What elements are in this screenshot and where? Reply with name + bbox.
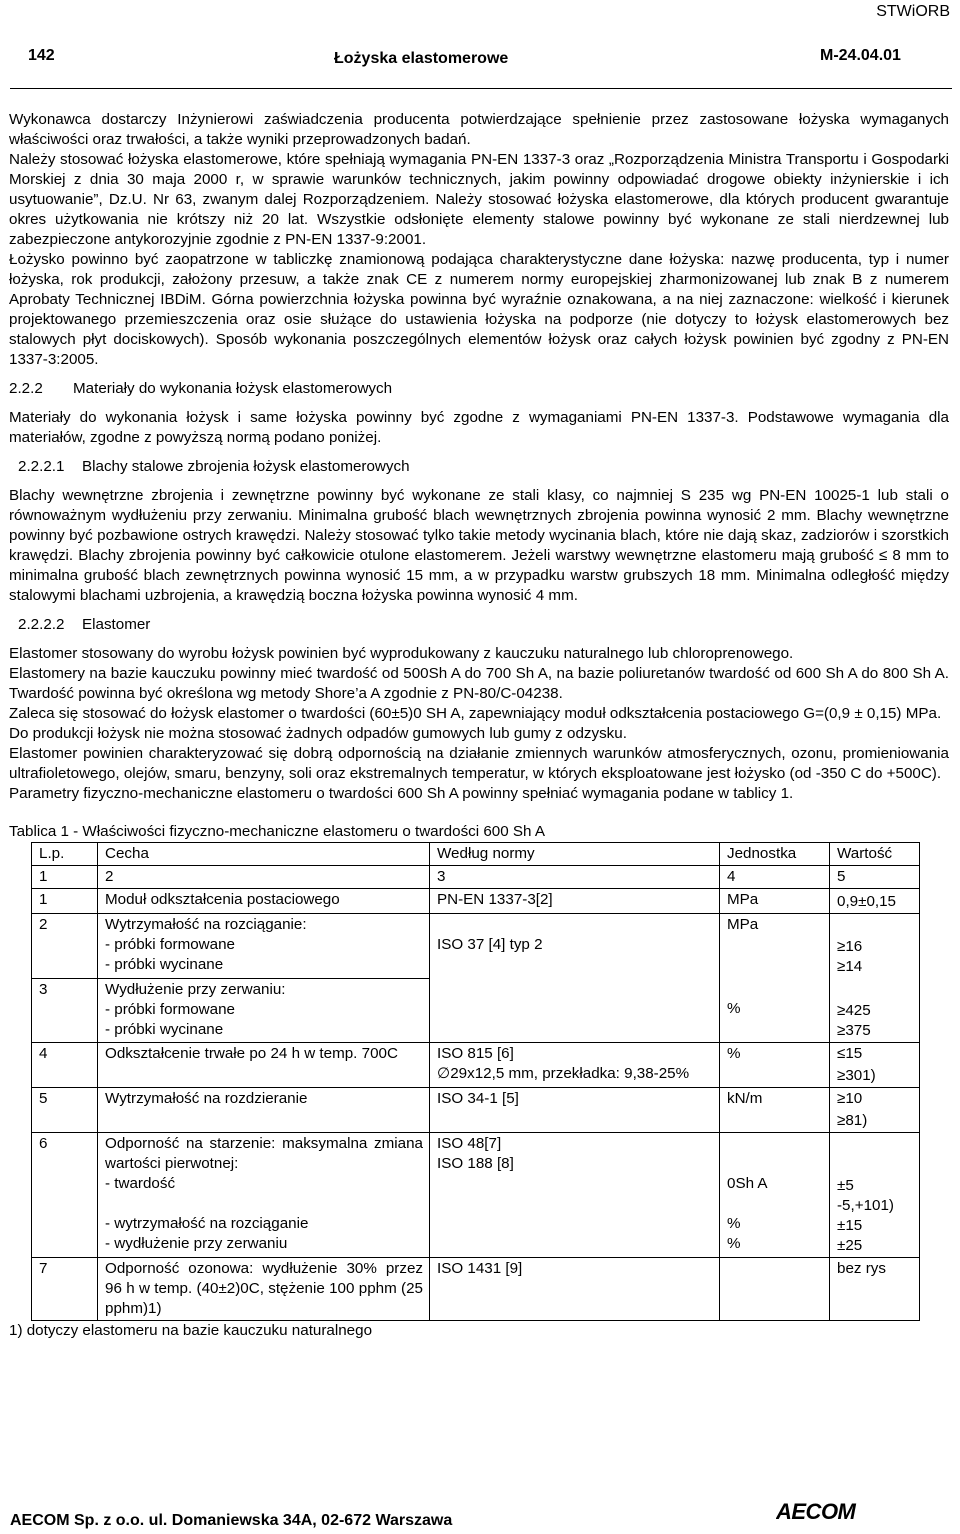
paragraph: Elastomery na bazie kauczuku powinny mieć twardość od 500Sh A do 700 Sh A, na bazie poliuretanów twardość od 600 Sh A do 800 Sh A. Twardość powinna być określona wg metody Shore’a A zgodnie z PN-80/C-04238. bbox=[9, 665, 949, 702]
table-cell: Odporność ozonowa: wydłużenie 30% przez 96 h w temp. (40±2)0C, stężenie 100 pphm (25 pphm)1) bbox=[98, 1258, 430, 1321]
table-row bbox=[32, 1258, 920, 1321]
table-cell: ≥10 ≥81) bbox=[830, 1088, 920, 1133]
table-cell: MPa bbox=[720, 889, 830, 914]
paragraph: Blachy wewnętrzne zbrojenia i zewnętrzne powinny być wykonane ze stali klasy, co najmniej S 235 wg PN-EN 10025-1 lub stali o równoważnym wydłużeniu przy zerwaniu. Minimalna grubość blach wewnętrznych zbrojenia powinna wynosić 2 mm. Blachy wewnętrzne powinny być pozbawione ostrych krawędzi. Należy stosować tylko takie metody wycinania blach, które nie dają skaz, zadziorów i szorstkich krawędzi. Blachy zbrojenia powinny być całkowicie otulone elastomerem. Jeżeli warstwy wewnętrzne elastomeru mają grubość ≤ 8 mm to minimalna grubość blach zewnętrznych powinna wynosić 15 mm, a w przypadku warstw grubszych 18 mm. Minimalna odległość między stalowymi blachami uzbrojenia, a krawędzią boczna łożyska powinna wynosić 4 mm. bbox=[9, 487, 949, 604]
paragraph: Należy stosować łożyska elastomerowe, które spełniają wymagania PN-EN 1337-3 oraz „Rozporządzenia Ministra Transportu i Gospodarki Morskiej z dnia 30 maja 2000 r, w sprawie warunków technicznych, jakim powinny odpowiadać drogowe obiekty inżynierskie i ich usytuowanie”, Dz.U. Nr 63, zwanym dalej Rozporządzeniem. Należy stosować łożyska elastomerowe, dla których producent gwarantuje okres użytkowania nie krótszy niż 20 lat. Wszystkie odsłonięte elementy stalowe powinny być wykonane ze stali nierdzewnej lub zabezpieczone antykorozyjnie zgodnie z PN-EN 1337-9:2001. bbox=[9, 151, 949, 248]
table-cell: kN/m bbox=[720, 1088, 830, 1133]
subsection-heading: 2.2.2.2 Elastomer bbox=[18, 616, 151, 633]
table-cell: Wydłużenie przy zerwaniu: - próbki formowane - próbki wycinane bbox=[98, 978, 430, 1043]
table-cell: ≥425 ≥375 bbox=[830, 978, 920, 1043]
table-header-cell: Według normy bbox=[430, 843, 720, 866]
table-cell: ISO 1431 [9] bbox=[430, 1258, 720, 1321]
table-cell bbox=[430, 978, 720, 1043]
table-header-cell: Wartość bbox=[830, 843, 920, 866]
properties-table bbox=[31, 842, 920, 1321]
table-cell: 3 bbox=[32, 978, 98, 1043]
table-index-row bbox=[32, 866, 920, 889]
paragraph: Zaleca się stosować do łożysk elastomer o twardości (60±5)0 SH A, zapewniający moduł odkształcenia postaciowego G=(0,9 ± 0,15) MPa. bbox=[9, 705, 942, 722]
table-cell: 5 bbox=[32, 1088, 98, 1133]
table-cell: 7 bbox=[32, 1258, 98, 1321]
table-cell: % bbox=[720, 1043, 830, 1088]
paragraph: Elastomer stosowany do wyrobu łożysk powinien być wyprodukowany z kauczuku naturalnego lub chloroprenowego. bbox=[9, 645, 794, 662]
table-cell: ISO 37 [4] typ 2 bbox=[430, 914, 720, 979]
table-cell: % bbox=[720, 978, 830, 1043]
table-cell: ≤15 ≥301) bbox=[830, 1043, 920, 1088]
subsection-heading: 2.2.2.1 Blachy stalowe zbrojenia łożysk elastomerowych bbox=[18, 458, 410, 475]
document-body bbox=[9, 110, 949, 1341]
footer-address: AECOM Sp. z o.o. ul. Domaniewska 34A, 02-672 Warszawa bbox=[10, 1512, 453, 1529]
table-cell: MPa bbox=[720, 914, 830, 979]
table-cell: ≥16 ≥14 bbox=[830, 914, 920, 979]
paragraph: Elastomer powinien charakteryzować się dobrą odpornością na działanie zmiennych warunków atmosferycznych, ozonu, promieniowania ultrafioletowego, olejów, smaru, benzyny, soli oraz ekstremalnych temperatur, w których eksploatowane jest łożysko (od -350 C do +500C). bbox=[9, 745, 949, 782]
table-cell: 2 bbox=[32, 914, 98, 979]
table-row bbox=[32, 1043, 920, 1088]
table-header-cell: L.p. bbox=[32, 843, 98, 866]
table-cell: Wytrzymałość na rozciąganie: - próbki formowane - próbki wycinane bbox=[98, 914, 430, 979]
table-cell: ±5 -5,+101) ±15 ±25 bbox=[830, 1133, 920, 1258]
table-row bbox=[32, 889, 920, 914]
table-cell: 4 bbox=[32, 1043, 98, 1088]
table-cell: 1 bbox=[32, 866, 98, 889]
paragraph: Parametry fizyczno-mechaniczne elastomeru o twardości 600 Sh A powinny spełniać wymagania podane w tablicy 1. bbox=[9, 785, 794, 802]
table-cell: 2 bbox=[98, 866, 430, 889]
table-cell: PN-EN 1337-3[2] bbox=[430, 889, 720, 914]
table-cell: Moduł odkształcenia postaciowego bbox=[98, 889, 430, 914]
header-divider bbox=[10, 88, 952, 89]
table-cell: ISO 48[7] ISO 188 [8] bbox=[430, 1133, 720, 1258]
paragraph: Wykonawca dostarczy Inżynierowi zaświadczenia producenta potwierdzające spełnienie przez zastosowane łożyska wymaganych właściwości oraz trwałości, a także wyniki przeprowadzonych badań. bbox=[9, 111, 949, 148]
page-title: Łożyska elastomerowe bbox=[334, 50, 509, 67]
table-header-row bbox=[32, 843, 920, 866]
table-footnote: 1) dotyczy elastomeru na bazie kauczuku naturalnego bbox=[9, 1322, 373, 1339]
table-row bbox=[32, 1088, 920, 1133]
org-label: STWiORB bbox=[876, 3, 950, 20]
section-heading: 2.2.2 Materiały do wykonania łożysk elastomerowych bbox=[9, 380, 393, 397]
table-cell: 1 bbox=[32, 889, 98, 914]
paragraph: Łożysko powinno być zaopatrzone w tabliczkę znamionową podająca charakterystyczne dane łożyska: nazwę producenta, typ i numer łożyska, rok produkcji, założony przesuw, a także znak CE z numerem normy europejskiej zharmonizowanej lub znak B z numerem Aprobaty Technicznej IBDiM. Górna powierzchnia łożyska powinna być wyraźnie oznakowana, a na niej zaznaczone: wielkość i kierunek projektowanego przemieszczenia oraz osie służące do ustawienia łożyska na podporze (nie dotyczy to łożysk elastomerowych bez stalowych płyt dociskowych). Sposób wykonania poszczególnych elementów łożysk oraz całych łożysk powinien być zgodny z PN-EN 1337-3:2005. bbox=[9, 251, 949, 368]
table-cell: ISO 34-1 [5] bbox=[430, 1088, 720, 1133]
table-cell: 3 bbox=[430, 866, 720, 889]
table-cell: ISO 815 [6] ∅29x12,5 mm, przekładka: 9,38-25% bbox=[430, 1043, 720, 1088]
page-number: 142 bbox=[28, 47, 55, 64]
table-cell bbox=[720, 1258, 830, 1321]
table-cell: 5 bbox=[830, 866, 920, 889]
table-caption: Tablica 1 - Właściwości fizyczno-mechaniczne elastomeru o twardości 600 Sh A bbox=[9, 823, 546, 840]
table-cell: Odkształcenie trwałe po 24 h w temp. 700C bbox=[98, 1043, 430, 1088]
table-header-cell: Cecha bbox=[98, 843, 430, 866]
table-row bbox=[32, 914, 920, 979]
table-cell: 0,9±0,15 bbox=[830, 889, 920, 914]
table-cell: Odporność na starzenie: maksymalna zmiana wartości pierwotnej: - twardość - wytrzymałość na rozciąganie - wydłużenie przy zerwaniu bbox=[98, 1133, 430, 1258]
aecom-logo bbox=[776, 1500, 882, 1522]
paragraph: Do produkcji łożysk nie można stosować żadnych odpadów gumowych lub gumy z odzysku. bbox=[9, 725, 627, 742]
table-cell: 6 bbox=[32, 1133, 98, 1258]
table-cell: bez rys bbox=[830, 1258, 920, 1321]
table-cell: Wytrzymałość na rozdzieranie bbox=[98, 1088, 430, 1133]
table-cell: 0Sh A % % bbox=[720, 1133, 830, 1258]
logo-text: AECOM bbox=[776, 1500, 856, 1522]
table-header-cell: Jednostka bbox=[720, 843, 830, 866]
paragraph: Materiały do wykonania łożysk i same łożyska powinny być zgodne z wymaganiami PN-EN 1337-3. Podstawowe wymagania dla materiałów, zgodne z powyższą normą podano poniżej. bbox=[9, 409, 949, 446]
table-row bbox=[32, 978, 920, 1043]
table-cell: 4 bbox=[720, 866, 830, 889]
table-row bbox=[32, 1133, 920, 1258]
spec-code: M-24.04.01 bbox=[820, 47, 901, 64]
